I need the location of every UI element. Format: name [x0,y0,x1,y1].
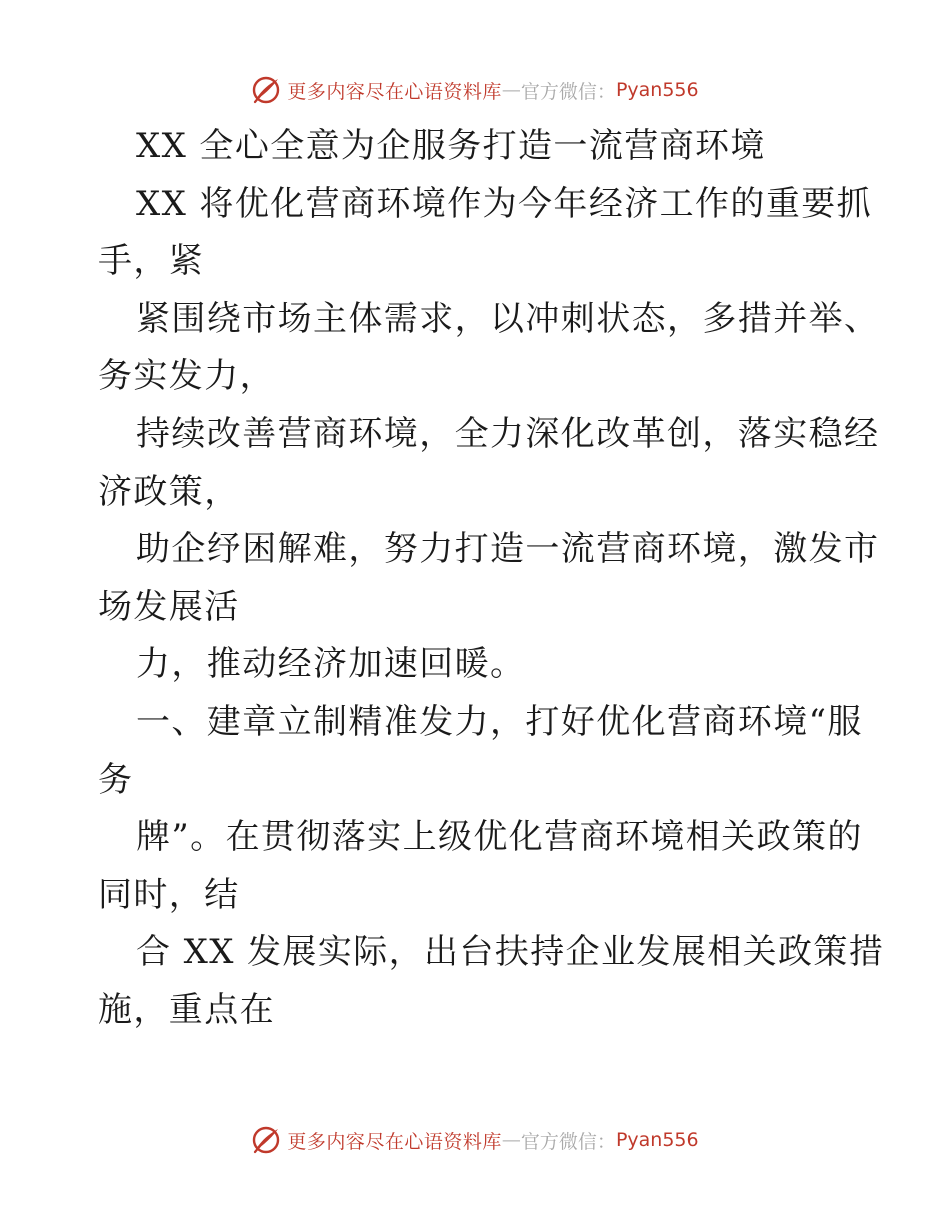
footer-banner [0,1120,950,1160]
banner-text: 更多内容尽在心语资料库 [287,80,502,103]
document-title: XX 全心全意为企服务打造一流营商环境 [136,126,766,166]
paragraph-line: 合 XX 发展实际，出台扶持企业发展相关政策措 [136,932,885,973]
paragraph-line: 持续改善营商环境，全力深化改革创，落实稳经 [136,413,880,454]
banner-wechat-label: 官方微信： [520,80,616,103]
paragraph-line: 场发展活 [98,586,240,627]
banner-text: 更多内容尽在心语资料库 [287,1130,502,1153]
banner-wechat-id: Pyan556 [615,1129,699,1151]
paragraph-line: 济政策， [98,471,240,512]
paragraph-line: XX 将优化营商环境作为今年经济工作的重要抓 [136,183,873,224]
document-body [98,118,885,1040]
paragraph-line: 力，推动经济加速回暖。 [136,644,526,685]
paragraph-line: 施，重点在 [98,989,275,1030]
section-heading-line: 一、建章立制精准发力，打好优化营商环境“服 [136,701,863,742]
paragraph-line: 务实发力， [98,356,275,397]
paragraph-line: 手，紧 [98,241,205,282]
paragraph-line: 助企纾困解难，努力打造一流营商环境，激发市 [136,529,880,570]
paragraph-line: 牌”。在贯彻落实上级优化营商环境相关政策的 [136,817,863,858]
quill-pen-logo-icon [251,1125,281,1155]
section-heading-line: 务 [98,759,134,800]
banner-wechat-id: Pyan556 [615,79,699,101]
paragraph-line: 紧围绕市场主体需求，以冲刺状态，多措并举、 [136,298,880,339]
banner-separator: — [501,79,521,101]
quill-pen-logo-icon [251,75,281,105]
header-banner [0,70,950,110]
banner-separator: — [501,1129,521,1151]
banner-wechat-label: 官方微信： [520,1130,616,1153]
paragraph-line: 同时，结 [98,874,240,915]
